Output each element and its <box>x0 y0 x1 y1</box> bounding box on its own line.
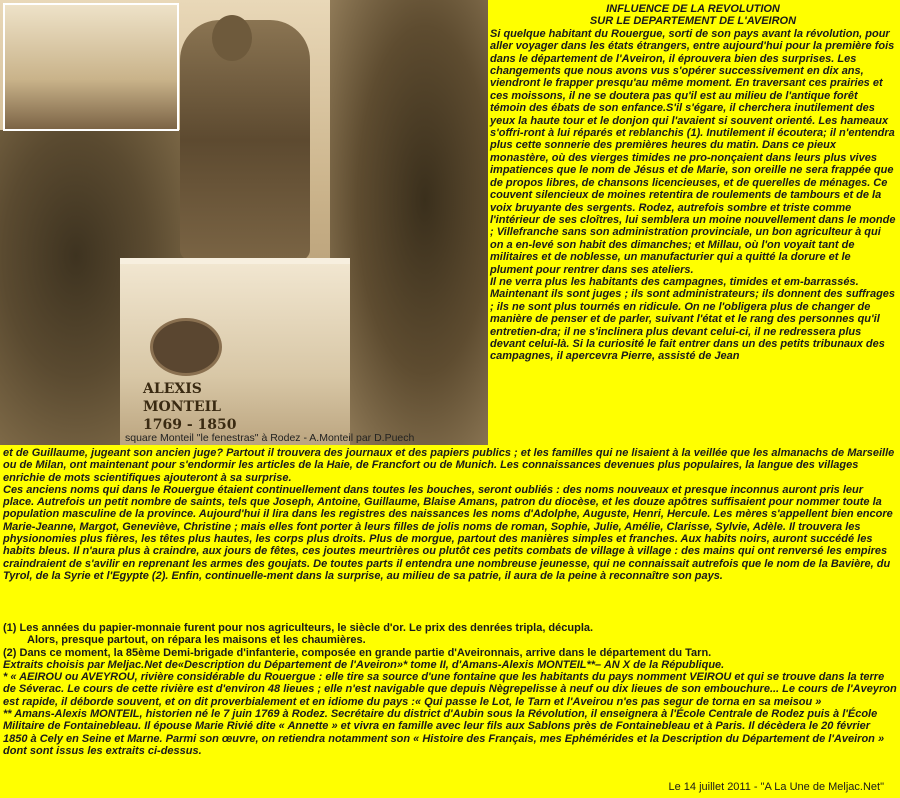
inscription-first-name: ALEXIS <box>143 381 202 397</box>
statue-body <box>180 20 310 260</box>
note-monteil-bio: ** Amans-Alexis MONTEIL, historien né le 7 juin 1769 à Rodez. Secrétaire du district d'Aubin sous la Révolution, il enseignera à l'École Centrale de Rodez puis à l'École Militaire de Fontainebleau. Il épouse Marie Rivié dite « Annette » et vivra en famille avec leur fils aux Sablons près de Fontainebleau et à Paris. Il décèdera le 20 février 1850 à Cely en Seine et Marne. Parmi son œuvre, on retiendra notamment son « Histoire des Français, mes Ephémérides et la Description du Département de l'Aveiron » dont sont issus les extraits ci-dessus. <box>3 708 885 757</box>
footer-date: Le 14 juillet 2011 - "A La Une de Meljac.Net" <box>668 781 884 793</box>
inscription-last-name: MONTEIL <box>143 399 221 415</box>
trees-right <box>330 0 488 445</box>
article-title-line1: INFLUENCE DE LA REVOLUTION <box>606 3 780 15</box>
photo-collage <box>0 0 488 445</box>
footnote-1: (1) Les années du papier-monnaie furent pour nos agriculteurs, le siècle d'or. Le prix des denrées tripla, décupla. <box>3 622 594 634</box>
article-column <box>490 3 896 363</box>
article-paragraph: Il ne verra plus les habitants des campagnes, timides et em-barrassés. Maintenant ils sont juges ; ils sont administrateurs; ils donnent des suffrages ; ils ne sont plus tournés en ridicule. On ne l'obligera plus de changer de manière de penser et de parler, suivant l'état et le rang des personnes qu'il entretien-dra; il ne s'inclinera plus devant celui-ci, il ne redressera plus devant celui-là. Si la curiosité le fait entrer dans un des petits tribunaux des campagnes, il apercevra Pierre, assisté de Jean <box>490 275 896 363</box>
footnotes <box>3 622 897 757</box>
statue-head <box>212 15 252 61</box>
footnote-1-cont: Alors, presque partout, on répara les maisons et les chaumières. <box>27 634 366 647</box>
photo-caption: square Monteil "le fenestras" à Rodez - A.Monteil par D.Puech <box>125 432 415 444</box>
bastille-inset-image <box>3 3 179 131</box>
statue-inscription <box>143 380 243 434</box>
pedestal-medallion <box>150 318 222 376</box>
extract-credit: Extraits choisis par Meljac.Net de«Description du Département de l'Aveiron»* tome II, d'Amans-Alexis MONTEIL**– AN X de la République. <box>3 658 725 671</box>
inscription-dates: 1769 - 1850 <box>143 417 237 433</box>
article-continuation <box>3 447 897 582</box>
article-title-line2: SUR LE DEPARTEMENT DE L'AVEIRON <box>589 15 797 28</box>
article-paragraph: Ces anciens noms qui dans le Rouergue étaient continuellement dans toutes les bouches, seront oubliés : des noms nouveaux et presque inconnus auront pris leur place. Autrefois un petit nombre de saints, tels que Joseph, Antoine, Guillaume, Blaise Amans, patron du diocèse, et les douze apôtres suffisaient pour nommer toute la population masculine de la province. Aujourd'hui il lira dans les registres des naissances les noms d'Adolphe, Auguste, Henri, Hercule. Les mères s'appellent bien encore Marie-Jeanne, Margot, Geneviève, Christine ; mais elles font porter à leurs filles de jolis noms de roman, Sophie, Julie, Amélie, Clarisse, Sylvie, Adèle. Il trouvera les physionomies plus fières, les têtes plus hautes, les corps plus droits. Plus de morgue, partout des manières simples et franches. Aux habits noirs, auront succédé les habits bleus. Il n'aura plus à craindre, aux jours de fêtes, ces joutes meurtrières ou plutôt ces petits combats de village à village : des mains qui ont renversé les empires craindraient de s'avilir en reprenant les armes des goujats. De toutes parts il entendra une nombreuse jeunesse, qui ne connaissait autrefois que le nom de la Bavière, du Tyrol, de la Syrie et l'Egypte (2). Enfin, continuelle-ment dans la surprise, au milieu de sa patrie, il aura de la peine à reconnaître son pays. <box>3 483 893 582</box>
footnote-2: (2) Dans ce moment, la 85ème Demi-brigade d'infanterie, composée en grande partie d'Aveironnais, arrive dans le département du Tarn. <box>3 646 712 659</box>
article-paragraph: et de Guillaume, jugeant son ancien juge? Partout il trouvera des journaux et des papiers publics ; et les familles qui ne lisaient à la veillée que les almanachs de Marseille ou de Milan, ont maintenant pour s'endormir les articles de la Haie, de Francfort ou de Munich. Les connaissances devenues plus populaires, la langue des villages enrichie de mots scientifiques ajouteront à sa surprise. <box>3 447 895 484</box>
note-aveyron-river: * « AEIROU ou AVEYROU, rivière considérable du Rouergue : elle tire sa source d'une fontaine que les habitants du pays nomment VEIROU et qui se trouve dans la terre de Séverac. Le cours de cette rivière est d'environ 48 lieues ; elle n'est navigable que depuis Nègrepelisse à neuf ou dix lieues de son embouchure... Le cours de l'Aveyron est rapide, il déborde souvent, et on dit proverbialement et en idiome du pays :« Qui passe le Lot, le Tarn et l'Aveirou n'es pas segur de torna en sa meisou » <box>3 671 897 708</box>
article-paragraph: Si quelque habitant du Rouergue, sorti de son pays avant la révolution, pour aller voyager dans les états étrangers, entre aujourd'hui pour la première fois dans le département de l'Aveiron, il éprouvera bien des surprises. Les changements que nous avons vus s'opérer successivement en dix ans, viendront le frapper presqu'au même moment. En traversant ces prairies et ces moissons, il ne se doutera pas qu'il est au milieu de l'antique forêt témoin des ébats de son enfance.S'il s'égare, il cherchera inutilement des yeux la haute tour et le donjon qui l'avaient si souvent orienté. Les hameaux s'offri-ront à lui réparés et reblanchis (1). Inutilement il écoutera; il n'entendra plus cette sonnerie des premières heures du matin. Dans ce pieux monastère, où des vierges timides ne pro-nonçaient dans leurs plus vives impatiences que le nom de Jésus et de Marie, son oreille ne sera frappée que de propos libres, de chansons licencieuses, et de querelles de ménages. Ce couvent silencieux de moines retentira de roulements de tambours et de la voix bruyante des sergents. Rodez, autrefois sombre et triste comme l'intérieur de ses cloîtres, lui semblera un moine nouvellement dans le monde ; Villefranche sans son administration provinciale, un bon agriculteur à qui on a en-levé son habit des dimanches; et Millau, où l'on voyait tant de militaires et de noblesse, un manufacturier qui a quitté la dorure et le plument pour rentrer dans ses ateliers. <box>490 27 896 276</box>
